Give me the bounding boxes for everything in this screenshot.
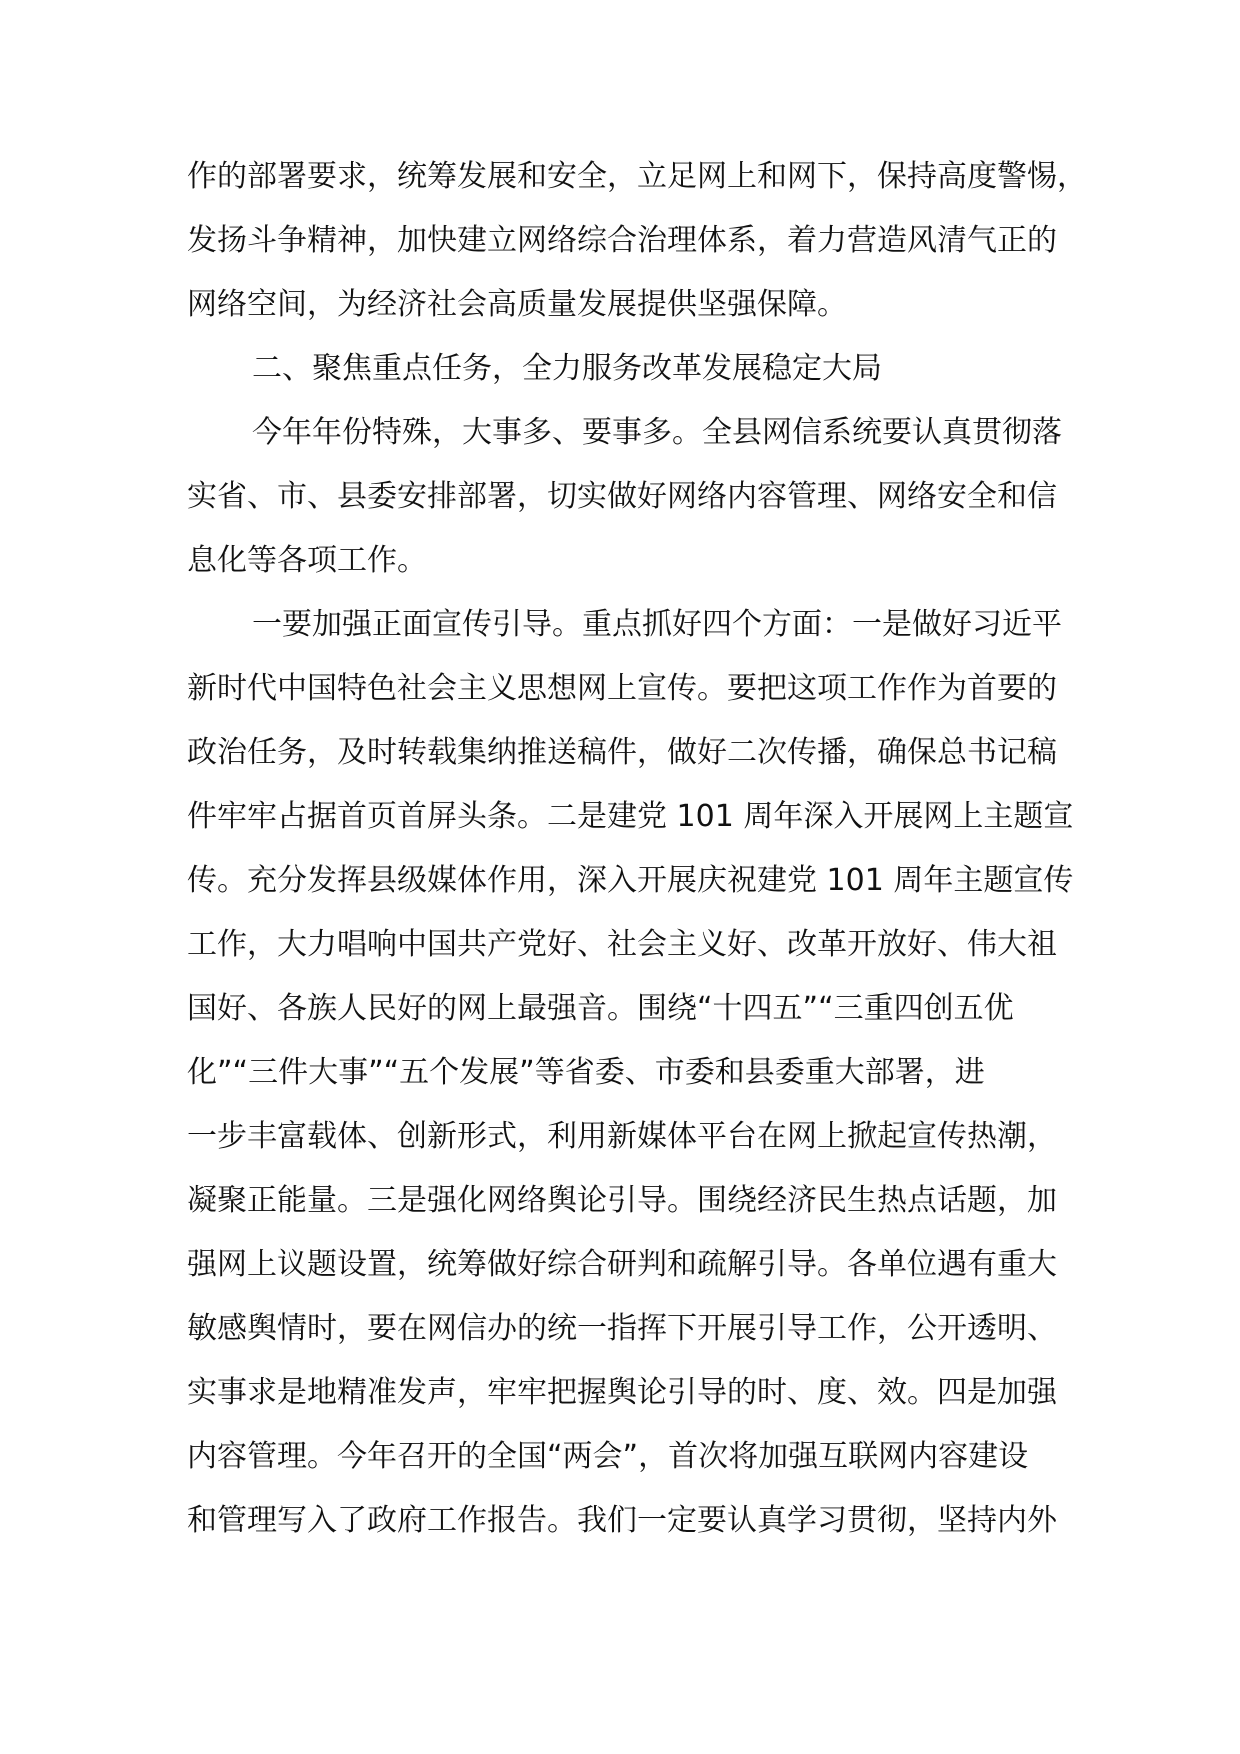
text-line: 内容管理。今年召开的全国“两会”，首次将加强互联网内容建设 [187, 1439, 1029, 1474]
text-line: 敏感舆情时，要在网信办的统一指挥下开展引导工作，公开透明、 [187, 1311, 1057, 1346]
text-line: 实省、市、县委安排部署，切实做好网络内容管理、网络安全和信 [187, 479, 1057, 514]
text-line: 一要加强正面宣传引导。重点抓好四个方面：一是做好习近平 [252, 607, 1062, 642]
section-heading: 二、聚焦重点任务，全力服务改革发展稳定大局 [252, 351, 882, 386]
text-line: 强网上议题设置，统筹做好综合研判和疏解引导。各单位遇有重大 [187, 1247, 1057, 1282]
text-line: 和管理写入了政府工作报告。我们一定要认真学习贯彻，坚持内外 [187, 1503, 1057, 1538]
text-line: 今年年份特殊，大事多、要事多。全县网信系统要认真贯彻落 [252, 415, 1062, 450]
text-line: 实事求是地精准发声，牢牢把握舆论引导的时、度、效。四是加强 [187, 1375, 1057, 1410]
text-line: 网络空间，为经济社会高质量发展提供坚强保障。 [187, 287, 847, 322]
text-line: 国好、各族人民好的网上最强音。围绕“十四五”“三重四创五优 [187, 991, 1014, 1026]
text-line: 件牢牢占据首页首屏头条。二是建党 101 周年深入开展网上主题宣 [187, 799, 1074, 834]
text-line: 息化等各项工作。 [187, 543, 427, 578]
text-line: 化”“三件大事”“五个发展”等省委、市委和县委重大部署，进 [187, 1055, 985, 1090]
text-line: 作的部署要求，统筹发展和安全，立足网上和网下，保持高度警惕， [187, 159, 1087, 194]
text-line: 一步丰富载体、创新形式，利用新媒体平台在网上掀起宣传热潮， [187, 1119, 1057, 1154]
text-line: 传。充分发挥县级媒体作用，深入开展庆祝建党 101 周年主题宣传 [187, 863, 1074, 898]
text-line: 凝聚正能量。三是强化网络舆论引导。围绕经济民生热点话题，加 [187, 1183, 1057, 1218]
text-line: 新时代中国特色社会主义思想网上宣传。要把这项工作作为首要的 [187, 671, 1057, 706]
text-line: 发扬斗争精神，加快建立网络综合治理体系，着力营造风清气正的 [187, 223, 1057, 258]
text-line: 政治任务，及时转载集纳推送稿件，做好二次传播，确保总书记稿 [187, 735, 1057, 770]
text-line: 工作，大力唱响中国共产党好、社会主义好、改革开放好、伟大祖 [187, 927, 1057, 962]
